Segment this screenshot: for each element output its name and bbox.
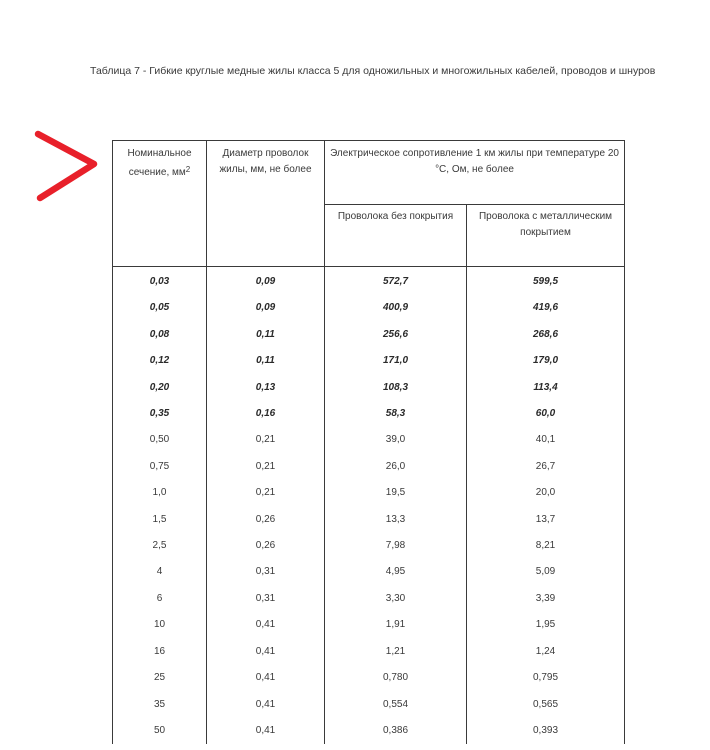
cell-diameter: 0,41 bbox=[207, 665, 325, 691]
cell-bare-resistance: 0,780 bbox=[325, 665, 467, 691]
cell-diameter: 0,26 bbox=[207, 507, 325, 533]
cell-bare-resistance: 7,98 bbox=[325, 533, 467, 559]
header-nominal-section bbox=[113, 141, 207, 267]
cell-bare-resistance: 256,6 bbox=[325, 322, 467, 348]
table-row bbox=[113, 665, 625, 691]
annotation-arrow-icon bbox=[30, 128, 102, 206]
cell-coated-resistance: 60,0 bbox=[467, 401, 625, 427]
header-bare-wire: Проволока без покрытия bbox=[325, 205, 467, 267]
cell-coated-resistance: 8,21 bbox=[467, 533, 625, 559]
table-row bbox=[113, 375, 625, 401]
cell-coated-resistance: 113,4 bbox=[467, 375, 625, 401]
cell-section: 16 bbox=[113, 639, 207, 665]
table-row bbox=[113, 692, 625, 718]
table-row bbox=[113, 454, 625, 480]
cell-coated-resistance: 40,1 bbox=[467, 427, 625, 453]
table-row bbox=[113, 507, 625, 533]
cell-coated-resistance: 20,0 bbox=[467, 480, 625, 506]
table-row bbox=[113, 267, 625, 296]
cell-bare-resistance: 3,30 bbox=[325, 586, 467, 612]
cell-bare-resistance: 108,3 bbox=[325, 375, 467, 401]
cell-section: 25 bbox=[113, 665, 207, 691]
cell-section: 0,08 bbox=[113, 322, 207, 348]
header-nominal-section-label: Номинальное сечение, мм bbox=[127, 148, 192, 178]
cell-diameter: 0,11 bbox=[207, 322, 325, 348]
cell-diameter: 0,41 bbox=[207, 718, 325, 744]
cell-coated-resistance: 13,7 bbox=[467, 507, 625, 533]
table-row bbox=[113, 427, 625, 453]
header-wire-diameter: Диаметр проволок жилы, мм, не более bbox=[207, 141, 325, 267]
cell-diameter: 0,41 bbox=[207, 612, 325, 638]
cell-diameter: 0,16 bbox=[207, 401, 325, 427]
table-row bbox=[113, 401, 625, 427]
cell-diameter: 0,13 bbox=[207, 375, 325, 401]
table-row bbox=[113, 718, 625, 744]
header-resistance: Электрическое сопротивление 1 км жилы при температуре 20 °С, Ом, не более bbox=[325, 141, 625, 205]
table-body bbox=[113, 267, 625, 745]
cell-bare-resistance: 1,91 bbox=[325, 612, 467, 638]
cell-section: 0,03 bbox=[113, 267, 207, 296]
table-row bbox=[113, 559, 625, 585]
cell-diameter: 0,09 bbox=[207, 267, 325, 296]
cell-diameter: 0,21 bbox=[207, 454, 325, 480]
table-row bbox=[113, 480, 625, 506]
cell-coated-resistance: 0,393 bbox=[467, 718, 625, 744]
cell-diameter: 0,31 bbox=[207, 586, 325, 612]
cell-diameter: 0,21 bbox=[207, 480, 325, 506]
cell-bare-resistance: 4,95 bbox=[325, 559, 467, 585]
table-row bbox=[113, 533, 625, 559]
cell-bare-resistance: 39,0 bbox=[325, 427, 467, 453]
cell-section: 0,12 bbox=[113, 348, 207, 374]
cell-coated-resistance: 26,7 bbox=[467, 454, 625, 480]
cell-coated-resistance: 1,24 bbox=[467, 639, 625, 665]
cell-coated-resistance: 419,6 bbox=[467, 295, 625, 321]
cell-section: 0,75 bbox=[113, 454, 207, 480]
cell-section: 0,05 bbox=[113, 295, 207, 321]
cell-bare-resistance: 13,3 bbox=[325, 507, 467, 533]
cell-coated-resistance: 0,565 bbox=[467, 692, 625, 718]
cell-section: 1,0 bbox=[113, 480, 207, 506]
cell-bare-resistance: 26,0 bbox=[325, 454, 467, 480]
cell-section: 0,50 bbox=[113, 427, 207, 453]
cell-section: 4 bbox=[113, 559, 207, 585]
header-nominal-section-sup: 2 bbox=[185, 165, 191, 174]
header-coated-wire: Проволока с металлическим покрытием bbox=[467, 205, 625, 267]
table-row bbox=[113, 639, 625, 665]
cell-bare-resistance: 171,0 bbox=[325, 348, 467, 374]
cell-section: 0,35 bbox=[113, 401, 207, 427]
table-row bbox=[113, 348, 625, 374]
cell-bare-resistance: 572,7 bbox=[325, 267, 467, 296]
cell-coated-resistance: 1,95 bbox=[467, 612, 625, 638]
table-row bbox=[113, 612, 625, 638]
cell-diameter: 0,31 bbox=[207, 559, 325, 585]
cell-bare-resistance: 0,554 bbox=[325, 692, 467, 718]
cell-diameter: 0,26 bbox=[207, 533, 325, 559]
cell-diameter: 0,21 bbox=[207, 427, 325, 453]
cell-bare-resistance: 19,5 bbox=[325, 480, 467, 506]
cell-bare-resistance: 58,3 bbox=[325, 401, 467, 427]
cell-section: 35 bbox=[113, 692, 207, 718]
cell-section: 50 bbox=[113, 718, 207, 744]
cell-coated-resistance: 0,795 bbox=[467, 665, 625, 691]
cell-bare-resistance: 1,21 bbox=[325, 639, 467, 665]
cell-coated-resistance: 5,09 bbox=[467, 559, 625, 585]
cell-coated-resistance: 599,5 bbox=[467, 267, 625, 296]
cell-section: 1,5 bbox=[113, 507, 207, 533]
table-row bbox=[113, 322, 625, 348]
cell-section: 0,20 bbox=[113, 375, 207, 401]
cell-section: 6 bbox=[113, 586, 207, 612]
table-row bbox=[113, 295, 625, 321]
cell-diameter: 0,41 bbox=[207, 692, 325, 718]
cell-section: 10 bbox=[113, 612, 207, 638]
table-row bbox=[113, 586, 625, 612]
cell-bare-resistance: 400,9 bbox=[325, 295, 467, 321]
cell-coated-resistance: 3,39 bbox=[467, 586, 625, 612]
cell-coated-resistance: 179,0 bbox=[467, 348, 625, 374]
cell-section: 2,5 bbox=[113, 533, 207, 559]
copper-conductor-table bbox=[112, 140, 625, 744]
cell-diameter: 0,41 bbox=[207, 639, 325, 665]
cell-diameter: 0,09 bbox=[207, 295, 325, 321]
cell-diameter: 0,11 bbox=[207, 348, 325, 374]
cell-bare-resistance: 0,386 bbox=[325, 718, 467, 744]
table-caption: Таблица 7 - Гибкие круглые медные жилы класса 5 для одножильных и многожильных кабелей, проводов и шнуров bbox=[90, 65, 656, 77]
cell-coated-resistance: 268,6 bbox=[467, 322, 625, 348]
